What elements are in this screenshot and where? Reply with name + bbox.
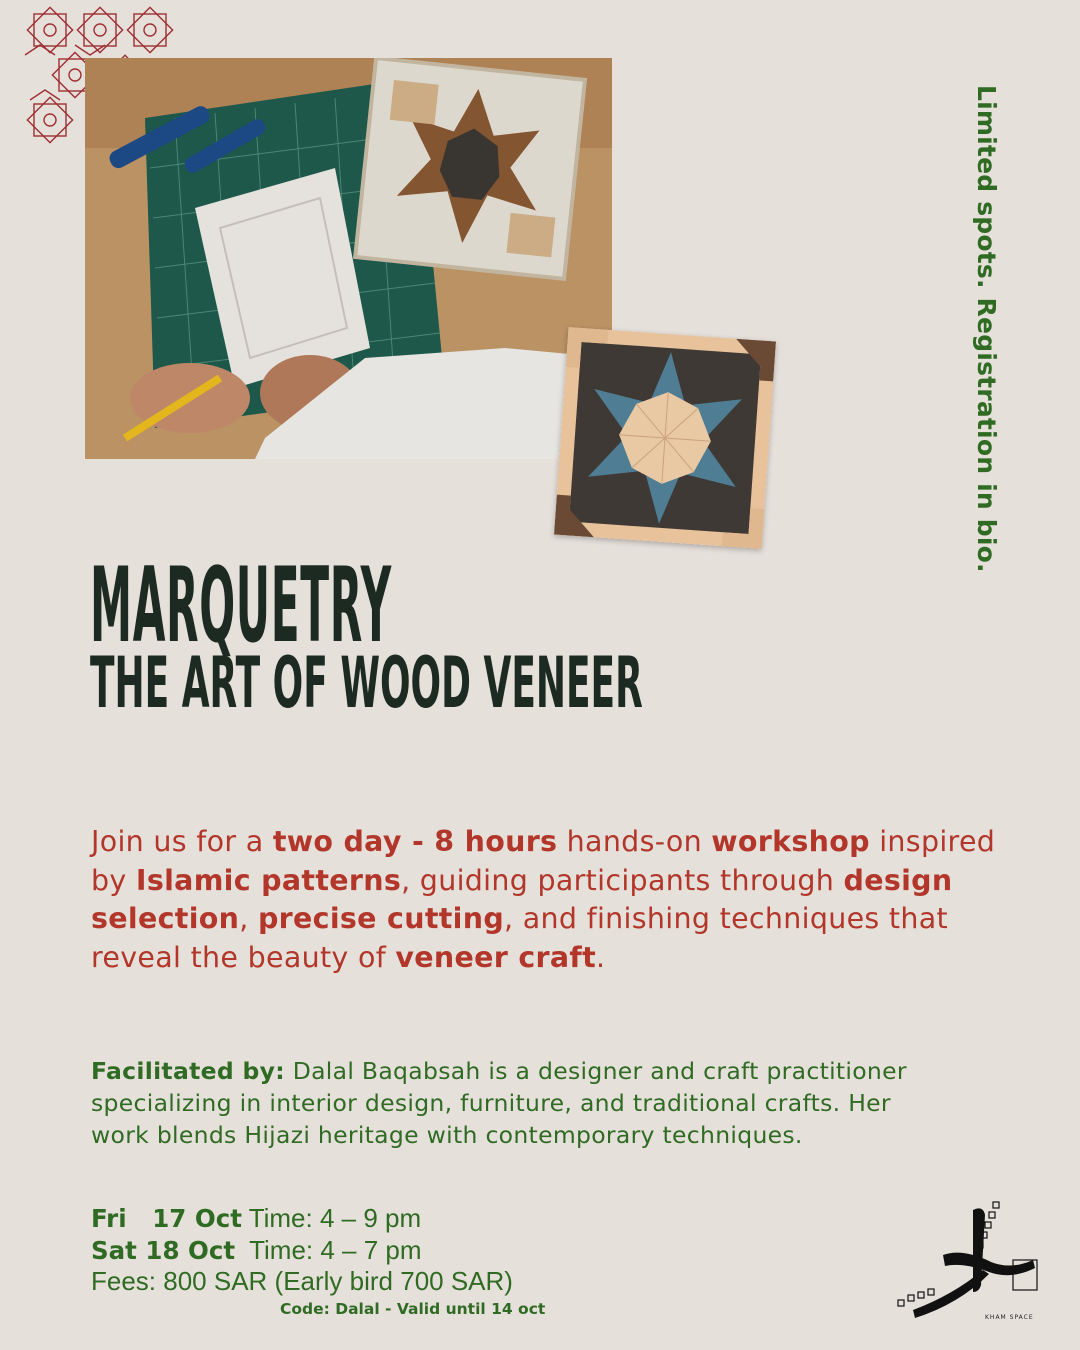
schedule-time: Time: 4 – 9 pm bbox=[241, 1203, 422, 1233]
intro-highlight: Islamic patterns bbox=[135, 863, 402, 897]
intro-highlight: veneer craft bbox=[395, 940, 597, 974]
facilitator-label: Facilitated by: bbox=[91, 1057, 285, 1085]
discount-code: Code: Dalal - Valid until 14 oct bbox=[280, 1300, 546, 1318]
intro-text: , bbox=[239, 902, 258, 935]
intro-text: , guiding participants through bbox=[401, 863, 844, 897]
registration-note: Limited spots. Registration in bio. bbox=[972, 85, 1001, 573]
intro-paragraph bbox=[91, 823, 1011, 977]
page-subtitle: THE ART OF WOOD VENEER bbox=[90, 640, 643, 724]
schedule-day: Sat 18 Oct bbox=[91, 1235, 236, 1265]
schedule bbox=[91, 1203, 711, 1298]
workshop-photo bbox=[85, 58, 612, 459]
intro-highlight: workshop bbox=[711, 825, 870, 858]
facilitator-bio: Dalal Baqabsah is a designer and craft practitioner specializing in interior design, furniture, and traditional crafts. Her work blends Hijazi heritage with contemporary techniques. bbox=[91, 1057, 907, 1149]
intro-highlight: design selection bbox=[91, 863, 953, 935]
intro-text: hands-on bbox=[557, 825, 712, 858]
intro-text: , and finishing techniques that reveal the beauty of bbox=[91, 902, 948, 974]
intro-text: inspired by bbox=[91, 825, 996, 897]
intro-highlight: precise cutting bbox=[257, 902, 505, 935]
page-title: MARQUETRY bbox=[90, 546, 392, 667]
schedule-time: Time: 4 – 7 pm bbox=[235, 1234, 422, 1265]
schedule-day: Fri 17 Oct bbox=[91, 1204, 242, 1233]
fees-text: Fees: 800 SAR (Early bird 700 SAR) bbox=[91, 1266, 513, 1296]
schedule-row bbox=[91, 1203, 711, 1235]
kham-space-logo-icon bbox=[893, 1200, 1043, 1325]
schedule-row bbox=[91, 1235, 711, 1267]
logo-text: KHAM SPACE bbox=[985, 1314, 1034, 1321]
intro-text: Join us for a bbox=[91, 825, 273, 858]
facilitator-paragraph bbox=[91, 1055, 911, 1151]
intro-highlight: two day - 8 hours bbox=[272, 825, 558, 858]
marquetry-tile-photo bbox=[554, 327, 776, 549]
intro-text: . bbox=[596, 940, 606, 974]
title-block bbox=[90, 546, 890, 724]
